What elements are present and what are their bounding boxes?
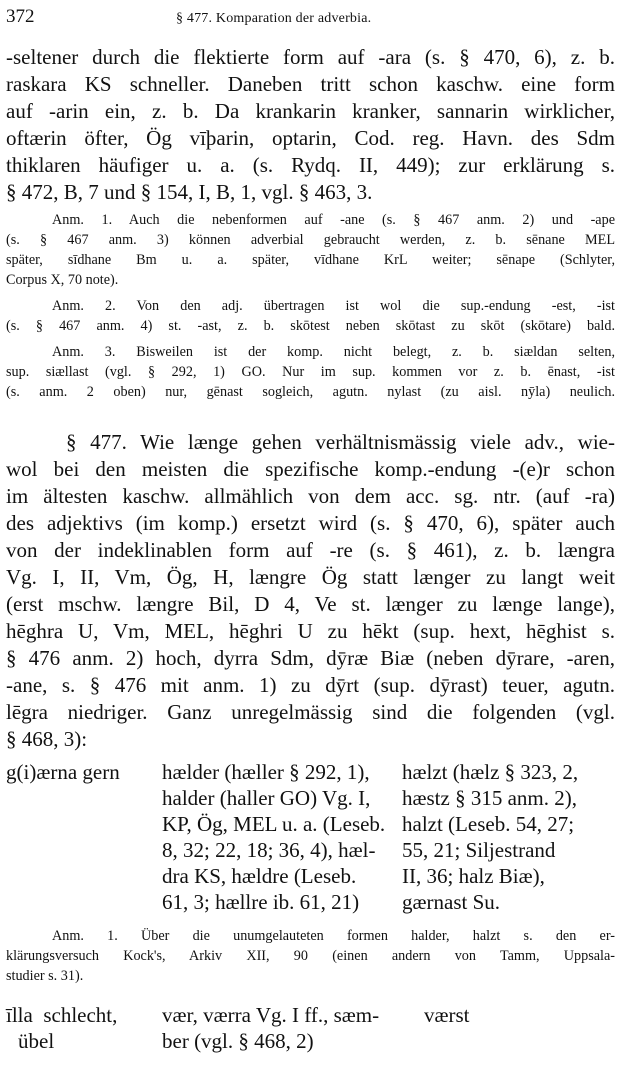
table-cell: īlla schlecht, xyxy=(6,1003,118,1027)
text-line: thiklaren häufiger u. a. (s. Rydq. II, 449); zur erklärung s. xyxy=(6,153,615,177)
text-line: Vg. I, II, Vm, Ög, H, længre Ög statt længer zu langt weit xyxy=(6,565,615,589)
text-line: oftærin öfter, Ög vīþarin, optarin, Cod. reg. Havn. des Sdm xyxy=(6,126,615,150)
table-cell: gærnast Su. xyxy=(402,890,501,914)
note-line: klärungsversuch Kock's, Arkiv XII, 90 (einen andern von Tamm, Uppsala- xyxy=(6,948,615,964)
table-cell: 8, 32; 22, 18; 36, 4), hæl- xyxy=(162,838,376,862)
note-line: Anm. 3. Bisweilen ist der komp. nicht belegt, z. b. siældan selten, xyxy=(52,344,615,360)
table-cell: g(i)ærna gern xyxy=(6,760,120,784)
text-line: -seltener durch die flektierte form auf -ara (s. § 470, 6), z. b. xyxy=(6,45,615,69)
table-cell: übel xyxy=(18,1029,55,1053)
note-line: sup. siællast (vgl. § 292, 1) GO. Nur im sup. kommen vor z. b. ēnast, -ist xyxy=(6,364,615,380)
table-cell: ber (vgl. § 468, 2) xyxy=(162,1029,314,1053)
table-cell: vær, værra Vg. I ff., sæm- xyxy=(162,1003,380,1027)
note-line: studier s. 31). xyxy=(6,968,84,984)
table-cell: KP, Ög, MEL u. a. (Leseb. xyxy=(162,812,386,836)
note-line: Anm. 2. Von den adj. übertragen ist wol die sup.-endung -est, -ist xyxy=(52,298,615,314)
table-cell: halder (haller GO) Vg. I, xyxy=(162,786,371,810)
note-line: Corpus X, 70 note). xyxy=(6,272,119,288)
text-line: § 476 anm. 2) hoch, dyrra Sdm, dȳræ Biæ (neben dȳrare, -aren, xyxy=(6,646,615,670)
note-line: Anm. 1. Auch die nebenformen auf -ane (s. § 467 anm. 2) und -ape xyxy=(52,212,615,228)
text-line: (erst mschw. længre Bil, D 4, Ve st. længer zu længe lange), xyxy=(6,592,615,616)
note-line: später, sīdhane Bm u. a. später, vīdhane KrL weiter; sēnape (Schlyter, xyxy=(6,252,615,268)
table-cell: II, 36; halz Biæ), xyxy=(402,864,545,888)
page-number: 372 xyxy=(6,6,35,27)
note-line: Anm. 1. Über die unumgelauteten formen halder, halzt s. den er- xyxy=(52,928,615,944)
note-line: (s. § 467 anm. 4) st. -ast, z. b. skōtest neben skōtast zu skōt (skōtare) bald. xyxy=(6,318,615,334)
text-line: -ane, s. § 476 mit anm. 1) zu dȳrt (sup. dȳrast) teuer, agutn. xyxy=(6,673,615,697)
text-line: wol bei den meisten die spezifische komp.-endung -(e)r schon xyxy=(6,457,615,481)
text-line: im ältesten kaschw. allmählich von dem acc. sg. ntr. (auf -ra) xyxy=(6,484,615,508)
text-line: § 468, 3): xyxy=(6,727,88,751)
text-line: lēgra niedriger. Ganz unregelmässig sind die folgenden (vgl. xyxy=(6,700,615,724)
page-header xyxy=(6,6,615,30)
text-line: § 472, B, 7 und § 154, I, B, 1, vgl. § 463, 3. xyxy=(6,180,373,204)
text-line: § 477. Wie længe gehen verhältnismässig viele adv., wie- xyxy=(66,430,615,454)
table-cell: værst xyxy=(424,1003,470,1027)
text-line: von der indeklinablen form auf -re (s. § 461), z. b. længra xyxy=(6,538,615,562)
table-cell: 61, 3; hællre ib. 61, 21) xyxy=(162,890,360,914)
note-line: (s. anm. 2 oben) nur, gēnast sogleich, agutn. nylast (zu aisl. nȳla) neulich. xyxy=(6,384,615,400)
text-line: des adjektivs (im komp.) ersetzt wird (s. § 470, 6), später auch xyxy=(6,511,615,535)
text-line: auf -arin ein, z. b. Da krankarin kranker, sannarin wirklicher, xyxy=(6,99,615,123)
table-cell: hælzt (hælz § 323, 2, xyxy=(402,760,579,784)
running-title: § 477. Komparation der adverbia. xyxy=(176,11,372,26)
table-cell: dra KS, hældre (Leseb. xyxy=(162,864,357,888)
text-line: raskara KS schneller. Daneben tritt schon kaschw. eine form xyxy=(6,72,615,96)
table-cell: hæstz § 315 anm. 2), xyxy=(402,786,577,810)
text-line: hēghra U, Vm, MEL, hēghri U zu hēkt (sup. hext, hēghist s. xyxy=(6,619,615,643)
table-cell: halzt (Leseb. 54, 27; xyxy=(402,812,575,836)
table-cell: 55, 21; Siljestrand xyxy=(402,838,556,862)
note-line: (s. § 467 anm. 3) können adverbial gebraucht werden, z. b. sēnane MEL xyxy=(6,232,615,248)
table-cell: hælder (hæller § 292, 1), xyxy=(162,760,370,784)
